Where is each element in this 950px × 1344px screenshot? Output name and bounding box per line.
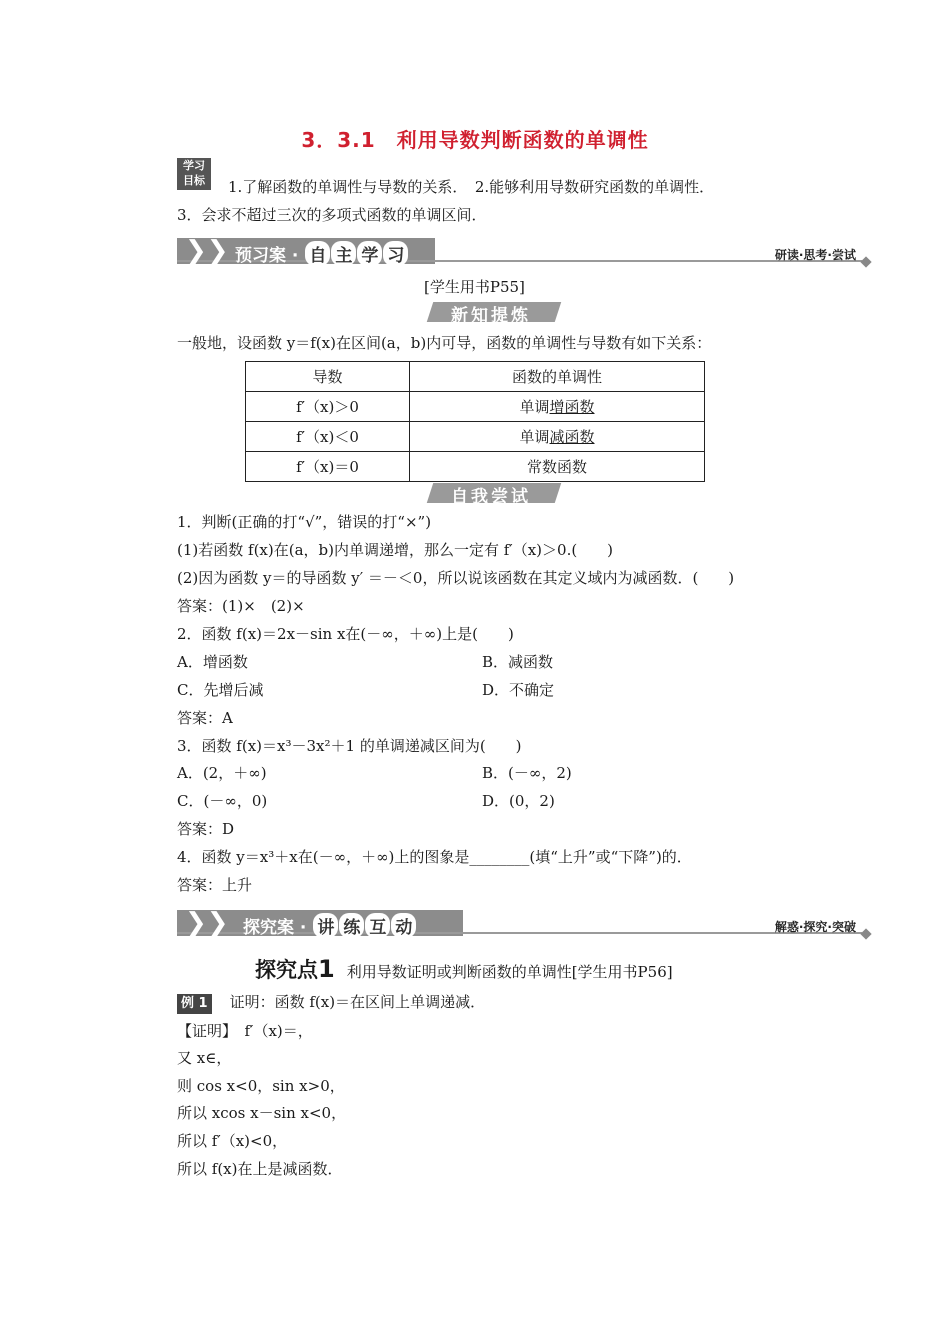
answer-line: 答案：上升 bbox=[177, 876, 253, 894]
monotonicity-table bbox=[245, 361, 705, 482]
page-title: 3．3.1 利用导数判断函数的单调性 bbox=[301, 128, 649, 152]
banner-dot: · bbox=[299, 918, 307, 938]
badge-line-2: 目标 bbox=[183, 174, 205, 187]
answer-line: 答案：D bbox=[177, 820, 235, 838]
banner-pill: 练 bbox=[339, 913, 364, 938]
question-line: 2．函数 f(x)＝2x－sin x在(－∞，＋∞)上是( ) bbox=[177, 625, 514, 643]
option-d: D．不确定 bbox=[482, 681, 555, 699]
cell-prefix: 单调 bbox=[519, 398, 550, 416]
cell-underlined: 增函数 bbox=[549, 398, 595, 416]
subhead-text: 自我尝试 bbox=[451, 487, 531, 507]
banner-diamond bbox=[860, 928, 871, 939]
question-line: 4．函数 y＝x³＋x在(－∞，＋∞)上的图象是________(填“上升”或“下降”)的． bbox=[177, 848, 692, 866]
explore-number: 1 bbox=[318, 955, 335, 983]
banner-pill: 习 bbox=[383, 241, 408, 266]
banner-right-text: 研读·思考·尝试 bbox=[774, 248, 856, 262]
proof-line: 所以 f(x)在上是减函数． bbox=[177, 1160, 343, 1178]
subhead-text: 新知提炼 bbox=[451, 306, 531, 326]
proof-line: 则 cos x<0，sin x>0， bbox=[177, 1077, 345, 1095]
table-header: 导数 bbox=[246, 362, 410, 392]
example-stem bbox=[177, 992, 485, 1014]
table-row bbox=[246, 452, 705, 482]
goal-line-1: 1.了解函数的单调性与导数的关系． 2.能够利用导数研究函数的单调性． bbox=[228, 178, 715, 196]
question-line: 1．判断(正确的打“√”，错误的打“×”) bbox=[177, 513, 432, 531]
table-row bbox=[246, 422, 705, 452]
learning-goal-badge bbox=[177, 158, 211, 190]
preview-banner bbox=[177, 234, 870, 268]
banner-pill: 自 bbox=[305, 241, 330, 266]
answer-line: 答案：(1)× (2)× bbox=[177, 597, 305, 615]
table-row bbox=[246, 392, 705, 422]
option-b: B．(－∞，2) bbox=[482, 764, 572, 782]
table-cell-derivative: f′（x)＝0 bbox=[246, 452, 410, 482]
question-line: (2)因为函数 y＝的导函数 y′ ＝－＜0，所以说该函数在其定义域内为减函数．( ) bbox=[177, 569, 735, 587]
explore-banner bbox=[177, 906, 870, 940]
option-a: A．增函数 bbox=[177, 653, 248, 671]
table-cell-monotonicity bbox=[410, 392, 705, 422]
banner-pill: 动 bbox=[391, 913, 416, 938]
proof-line: 【证明】 f′（x)＝， bbox=[177, 1022, 313, 1040]
intro-text: 一般地，设函数 y＝f(x)在区间(a，b)内可导，函数的单调性与导数有如下关系： bbox=[177, 334, 712, 352]
banner-dot: · bbox=[291, 246, 299, 266]
question-line: 3．函数 f(x)＝x³－3x²＋1 的单调递减区间为( ) bbox=[177, 737, 522, 755]
option-d: D．(0，2) bbox=[482, 792, 555, 810]
explore-text: 利用导数证明或判断函数的单调性[学生用书P56] bbox=[346, 963, 673, 981]
table-cell-monotonicity bbox=[410, 452, 705, 482]
example-badge: 例 1 bbox=[177, 994, 212, 1014]
table-header-row bbox=[246, 362, 705, 392]
chevron-icon: ❯❯ bbox=[185, 908, 229, 938]
badge-line-1: 学习 bbox=[183, 159, 205, 172]
banner-diamond bbox=[860, 256, 871, 267]
goal-line-2: 3．会求不超过三次的多项式函数的单调区间． bbox=[177, 206, 487, 224]
example-text: 证明：函数 f(x)＝在区间上单调递减． bbox=[229, 993, 486, 1011]
banner-pill: 互 bbox=[365, 913, 390, 938]
option-c: C．(－∞，0) bbox=[177, 792, 268, 810]
proof-line: 又 x∈， bbox=[177, 1049, 232, 1067]
option-a: A．(2，＋∞) bbox=[177, 764, 267, 782]
table-cell-derivative: f′（x)＞0 bbox=[246, 392, 410, 422]
option-c: C．先增后减 bbox=[177, 681, 264, 699]
banner-pill: 学 bbox=[357, 241, 382, 266]
table-cell-monotonicity bbox=[410, 422, 705, 452]
cell-underlined: 减函数 bbox=[549, 428, 595, 446]
banner-main-label: 预习案 bbox=[235, 246, 286, 266]
explore-label: 探究点 bbox=[255, 958, 318, 982]
chevron-icon: ❯❯ bbox=[185, 236, 229, 266]
banner-pill: 主 bbox=[331, 241, 356, 266]
banner-title bbox=[235, 241, 408, 266]
question-line: (1)若函数 f(x)在(a，b)内单调递增，那么一定有 f′（x)＞0.( ) bbox=[177, 541, 614, 559]
subhead-self-try bbox=[424, 481, 558, 505]
explore-point-heading bbox=[255, 956, 673, 985]
table-cell-derivative: f′（x)＜0 bbox=[246, 422, 410, 452]
subhead-new-knowledge bbox=[424, 300, 558, 324]
banner-main-label: 探究案 bbox=[243, 918, 294, 938]
option-b: B．减函数 bbox=[482, 653, 554, 671]
table-header: 函数的单调性 bbox=[410, 362, 705, 392]
banner-right-text: 解惑·探究·突破 bbox=[774, 920, 856, 934]
cell-prefix: 单调 bbox=[519, 428, 550, 446]
banner-pill: 讲 bbox=[313, 913, 338, 938]
cell-prefix: 常数函数 bbox=[526, 458, 587, 476]
student-book-ref: [学生用书P55] bbox=[424, 278, 525, 296]
answer-line: 答案：A bbox=[177, 709, 233, 727]
proof-line: 所以 f′（x)<0， bbox=[177, 1132, 288, 1150]
proof-line: 所以 xcos x－sin x<0， bbox=[177, 1104, 347, 1122]
banner-title bbox=[243, 913, 416, 938]
